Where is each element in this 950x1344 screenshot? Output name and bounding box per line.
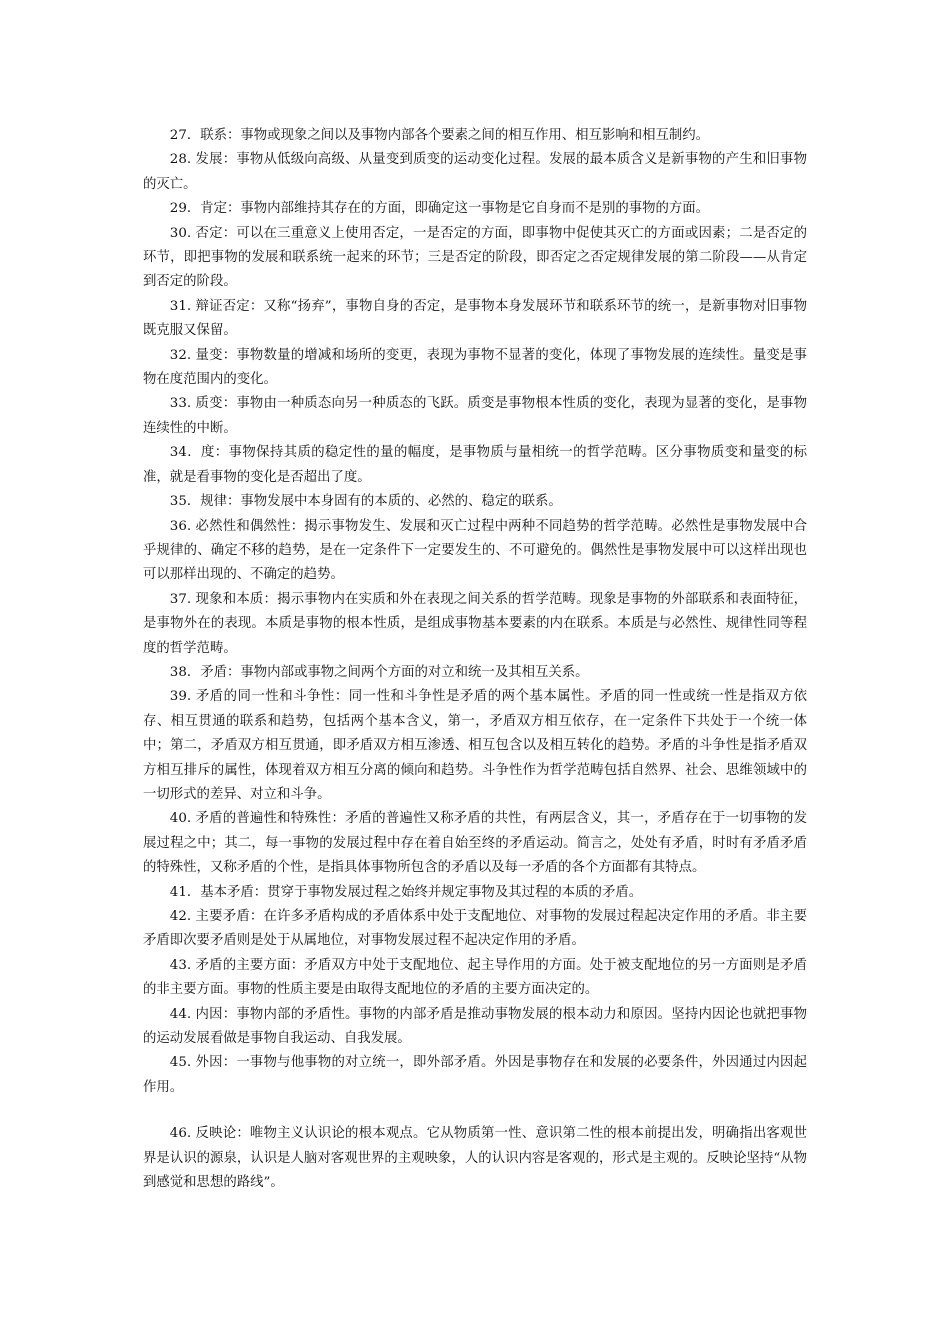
term-28-paragraph: 28. 发展：事物从低级向高级、从量变到质变的运动变化过程。发展的最本质含义是新事物的产生和旧事物的灭亡。 bbox=[143, 152, 807, 192]
term-36-paragraph: 36. 必然性和偶然性：揭示事物发生、发展和灭亡过程中两种不同趋势的哲学范畴。必然性是事物发展中合乎规律的、确定不移的趋势，是在一定条件下一定要发生的、不可避免的。偶然性是事物发展中可以这样出现也可以那样出现的、不确定的趋势。 bbox=[143, 518, 807, 583]
term-29-paragraph: 29．肯定：事物内部维持其存在的方面，即确定这一事物是它自身而不是别的事物的方面。 bbox=[169, 201, 710, 217]
term-43-paragraph: 43. 矛盾的主要方面：矛盾双方中处于支配地位、起主导作用的方面。处于被支配地位的另一方面则是矛盾的非主要方面。事物的性质主要是由取得支配地位的矛盾的主要方面决定的。 bbox=[143, 957, 807, 998]
term-46-paragraph: 46. 反映论：唯物主义认识论的根本观点。它从物质第一性、意识第二性的根本前提出发，明确指出客观世界是认识的源泉，认识是人脑对客观世界的主观映象，人的认识内容是客观的，形式是主观的。反映论坚持“从物到感觉和思想的路线”。 bbox=[143, 1126, 807, 1191]
term-34-paragraph: 34．度：事物保持其质的稳定性的量的幅度，是事物质与量相统一的哲学范畴。区分事物质变和量变的标准，就是看事物的变化是否超出了度。 bbox=[143, 445, 807, 485]
term-33-paragraph: 33. 质变：事物由一种质态向另一种质态的飞跃。质变是事物根本性质的变化，表现为显著的变化，是事物连续性的中断。 bbox=[143, 396, 807, 436]
term-32-paragraph: 32. 量变：事物数量的增减和场所的变更，表现为事物不显著的变化，体现了事物发展的连续性。量变是事物在度范围内的变化。 bbox=[143, 347, 807, 388]
term-38-paragraph: 38．矛盾：事物内部或事物之间两个方面的对立和统一及其相互关系。 bbox=[169, 664, 589, 680]
term-30-paragraph: 30. 否定：可以在三重意义上使用否定，一是否定的方面，即事物中促使其灭亡的方面或因素；二是否定的环节，即把事物的发展和联系统一起来的环节；三是否定的阶段，即否定之否定规律发展的第二阶段——从肯定到否定的阶段。 bbox=[143, 225, 807, 290]
term-35-paragraph: 35．规律：事物发展中本身固有的本质的、必然的、稳定的联系。 bbox=[169, 494, 562, 510]
term-44-paragraph: 44. 内因：事物内部的矛盾性。事物的内部矛盾是推动事物发展的根本动力和原因。坚持内因论也就把事物的运动发展看做是事物自我运动、自我发展。 bbox=[143, 1006, 807, 1047]
term-42-paragraph: 42. 主要矛盾：在许多矛盾构成的矛盾体系中处于支配地位、对事物的发展过程起决定作用的矛盾。非主要矛盾即次要矛盾则是处于从属地位，对事物发展过程不起决定作用的矛盾。 bbox=[143, 909, 807, 949]
term-27-paragraph: 27．联系：事物或现象之间以及事物内部各个要素之间的相互作用、相互影响和相互制约。 bbox=[169, 128, 710, 143]
term-40-paragraph: 40. 矛盾的普遍性和特殊性：矛盾的普遍性又称矛盾的共性，有两层含义，其一，矛盾存在于一切事物的发展过程之中；其二，每一事物的发展过程中存在着自始至终的矛盾运动。简言之，处处有矛盾，时时有矛盾矛盾的特殊性，又称矛盾的个性，是指具体事物所包含的矛盾以及每一矛盾的各个方面都有其特点。 bbox=[143, 811, 807, 876]
term-39-paragraph: 39. 矛盾的同一性和斗争性：同一性和斗争性是矛盾的两个基本属性。矛盾的同一性或统一性是指双方依存、相互贯通的联系和趋势，包括两个基本含义，第一，矛盾双方相互依存，在一定条件下共处于一个统一体中；第二，矛盾双方相互贯通，即矛盾双方相互渗透、相互包含以及相互转化的趋势。矛盾的斗争性是指矛盾双方相互排斥的属性，体现着双方相互分离的倾向和趋势。斗争性作为哲学范畴包括自然界、社会、思维领域中的一切形式的差异、对立和斗争。 bbox=[143, 689, 807, 802]
term-37-paragraph: 37. 现象和本质：揭示事物内在实质和外在表现之间关系的哲学范畴。现象是事物的外部联系和表面特征，是事物外在的表现。本质是事物的根本性质，是组成事物基本要素的内在联系。本质是与必然性、规律性同等程度的哲学范畴。 bbox=[143, 591, 807, 656]
document-body bbox=[143, 124, 807, 1195]
term-41-paragraph: 41．基本矛盾：贯穿于事物发展过程之始终并规定事物及其过程的本质的矛盾。 bbox=[169, 884, 643, 900]
term-31-paragraph: 31. 辩证否定：又称“扬弃”，事物自身的否定，是事物本身发展环节和联系环节的统一，是新事物对旧事物既克服又保留。 bbox=[143, 298, 807, 339]
term-45-paragraph: 45. 外因：一事物与他事物的对立统一，即外部矛盾。外因是事物存在和发展的必要条件，外因通过内因起作用。 bbox=[143, 1055, 807, 1095]
